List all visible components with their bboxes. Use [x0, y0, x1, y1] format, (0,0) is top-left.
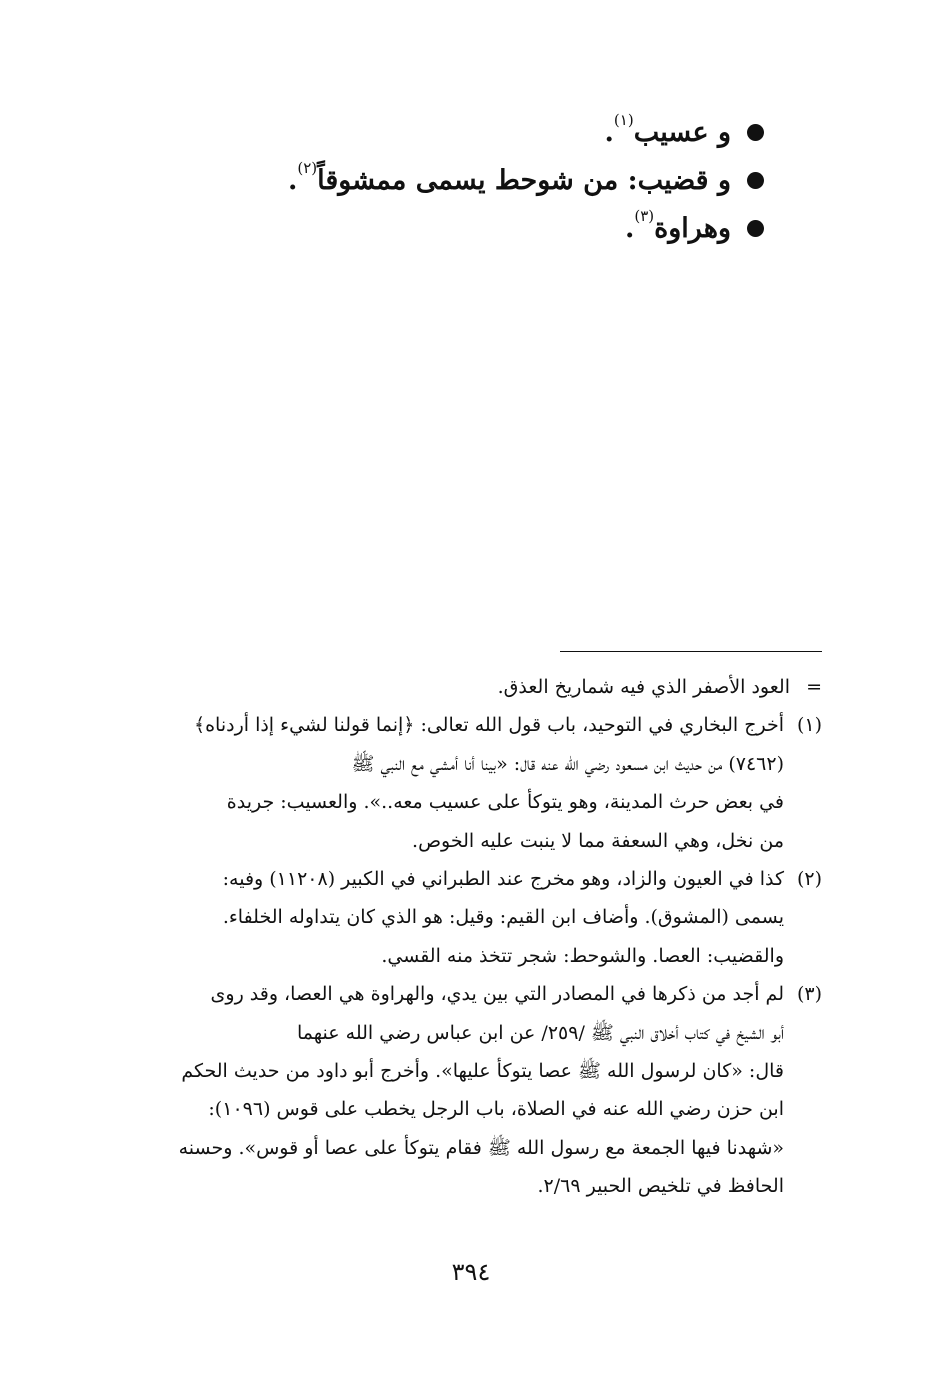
footnote-number: (٢): [796, 868, 822, 891]
continuation-text: العود الأصفر الذي فيه شماريخ العذق.: [497, 676, 790, 698]
footnote-line: «شهدنا فيها الجمعة مع رسول الله ﷺ فقام يتوكأ على عصا أو قوس». وحسنه: [178, 1136, 784, 1159]
bullet-text: وهراوة: [654, 212, 731, 244]
footnote-line: في بعض حرث المدينة، وهو يتوكأ على عسيب معه..». والعسيب: جريدة: [226, 791, 784, 814]
footnote-line: (٧٤٦٢) من حديث ابن مسعود رضي الله عنه قال: «بينا أنا أمشي مع النبي ﷺ: [351, 752, 784, 775]
footnote-line: أبو الشيخ في كتاب أخلاق النبي ﷺ /٢٥٩/ عن ابن عباس رضي الله عنهما: [297, 1021, 784, 1044]
footnote-line: قال: «كان لرسول الله ﷺ عصا يتوكأ عليها». وأخرج أبو داود من حديث الحكم: [181, 1060, 784, 1083]
footnote-ref: (٢): [297, 159, 318, 177]
footnote-body: [120, 860, 784, 975]
footnote-line: من نخل، وهي السعفة مما لا ينبت عليه الخوص.: [412, 829, 784, 852]
footnote-number: (٣): [796, 983, 822, 1006]
bullet-list: [204, 108, 764, 252]
footnote-line: أخرج البخاري في التوحيد، باب قول الله تعالى: ﴿إنما قولنا لشيء إذا أردناه﴾: [193, 714, 784, 737]
page-number: ٣٩٤: [451, 1258, 491, 1286]
footnote-body: [120, 706, 784, 860]
bullet-item: [204, 204, 764, 252]
bullet-dot-icon: [747, 172, 764, 189]
footnote-number: (١): [796, 714, 822, 737]
bullet-dot-icon: [747, 220, 764, 237]
footnote-line: كذا في العيون والزاد، وهو مخرج عند الطبراني في الكبير (١١٢٠٨) وفيه:: [222, 868, 784, 891]
bullet-tail: .: [604, 116, 614, 148]
footnote-body: [120, 975, 784, 1205]
bullet-item: [204, 156, 764, 204]
footnote-3: [120, 975, 822, 1205]
bullet-item: [204, 108, 764, 156]
bullet-text: و عسيب: [633, 116, 731, 148]
footnote-line: ابن حزن رضي الله عنه في الصلاة، باب الرجل يخطب على قوس (١٠٩٦):: [208, 1098, 784, 1121]
footnote-line: والقضيب: العصا. والشوحط: شجر تتخذ منه القسي.: [381, 944, 784, 967]
footnote-ref: (١): [613, 111, 634, 129]
bullet-tail: .: [287, 164, 298, 196]
continuation-marker: =: [806, 676, 822, 698]
bullet-text: و قضيب: من شوحط يسمى ممشوقاً: [317, 164, 731, 196]
footnote-2: [120, 860, 822, 975]
footnote-continuation: [120, 668, 822, 706]
footnote-ref: (٣): [634, 207, 655, 225]
footnote-line: يسمى (المشوق). وأضاف ابن القيم: وقيل: هو الذي كان يتداوله الخلفاء.: [222, 906, 784, 929]
footnote-separator: [560, 651, 822, 652]
footnote-line: الحافظ في تلخيص الحبير ٢/٦٩.: [537, 1175, 784, 1198]
footnote-1: [120, 706, 822, 860]
footnote-line: لم أجد من ذكرها في المصادر التي بين يدي، والهراوة هي العصا، وقد روى: [210, 983, 784, 1006]
bullet-tail: .: [624, 212, 635, 244]
footnotes: [120, 668, 822, 1206]
bullet-dot-icon: [747, 124, 764, 141]
